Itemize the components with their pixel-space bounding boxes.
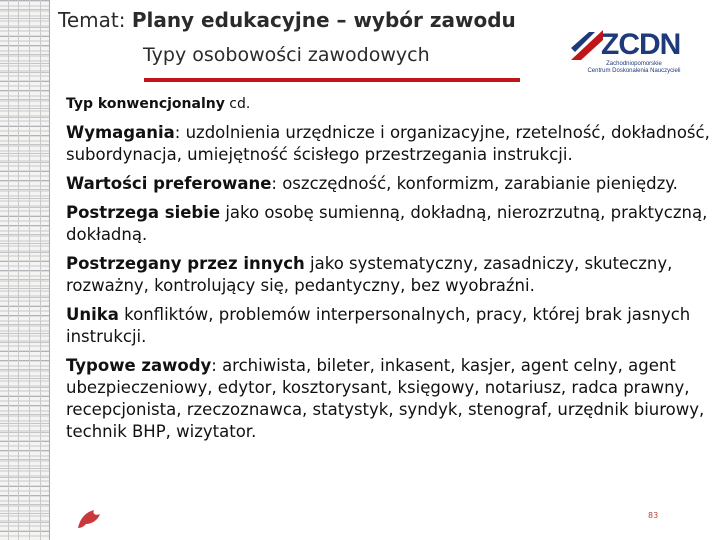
margin-divider — [18, 0, 19, 540]
paragraph-key: Postrzega siebie — [66, 203, 221, 222]
paragraph — [66, 173, 716, 195]
paragraph-text: konfliktów, problemów interpersonalnych, pracy, której brak jasnych instrukcji. — [66, 305, 691, 346]
paragraph — [66, 122, 716, 166]
logo-mark-icon — [571, 30, 603, 62]
margin-divider — [8, 0, 9, 540]
paragraph-text: jako osobę sumienną, dokładną, nierozrzutną, praktyczną, dokładną. — [66, 203, 708, 244]
margin-divider — [49, 0, 50, 540]
slide-subtitle: Typy osobowości zawodowych — [143, 44, 430, 66]
paragraph-key: Wartości preferowane — [66, 174, 272, 193]
logo-subtitle-line: Centrum Doskonalenia Nauczycieli — [587, 68, 681, 74]
paragraph — [66, 355, 716, 443]
paragraph-key: Postrzegany przez innych — [66, 254, 305, 273]
margin-divider — [29, 0, 30, 540]
paragraph — [66, 253, 716, 297]
margin-divider — [40, 0, 41, 540]
section-heading — [66, 96, 250, 112]
title-prefix: Temat: — [58, 8, 132, 32]
slide-title — [58, 8, 516, 32]
title-underline — [144, 78, 520, 82]
zcdn-logo — [571, 28, 681, 78]
griffin-emblem-icon — [74, 504, 104, 532]
paragraph-text: : oszczędność, konformizm, zarabianie pieniędzy. — [271, 174, 678, 193]
section-heading-rest: cd. — [224, 96, 251, 112]
paragraph-text: jako systematyczny, zasadniczy, skuteczny, rozważny, kontrolujący się, pedantyczny, bez wyobraźni. — [66, 254, 673, 295]
paragraph — [66, 304, 716, 348]
paragraph — [66, 202, 716, 246]
paragraph-key: Unika — [66, 305, 119, 324]
section-heading-bold: Typ konwencjonalny — [66, 96, 225, 112]
logo-subtitle — [579, 61, 689, 75]
title-main: Plany edukacyjne – wybór zawodu — [131, 8, 516, 32]
paragraph-key: Wymagania — [66, 123, 175, 142]
content-body — [66, 122, 716, 450]
handwritten-margin-strip — [0, 0, 50, 540]
paragraph-text: : archiwista, bileter, inkasent, kasjer, agent celny, agent ubezpieczeniowy, edytor, kosztorysant, księgowy, notariusz, radca prawny, recepcjonista, rzeczoznawca, statystyk, syndyk, stenograf, urzędnik biurowy, technik BHP, wizytator. — [66, 356, 705, 441]
logo-wordmark: ZCDN — [601, 28, 681, 61]
logo-subtitle-line: Zachodniopomorskie — [606, 61, 662, 67]
paragraph-text: : uzdolnienia urzędnicze i organizacyjne, rzetelność, dokładność, subordynacja, umiejętność ścisłego przestrzegania instrukcji. — [66, 123, 710, 164]
paragraph-key: Typowe zawody — [66, 356, 212, 375]
page-number: 83 — [648, 511, 659, 520]
